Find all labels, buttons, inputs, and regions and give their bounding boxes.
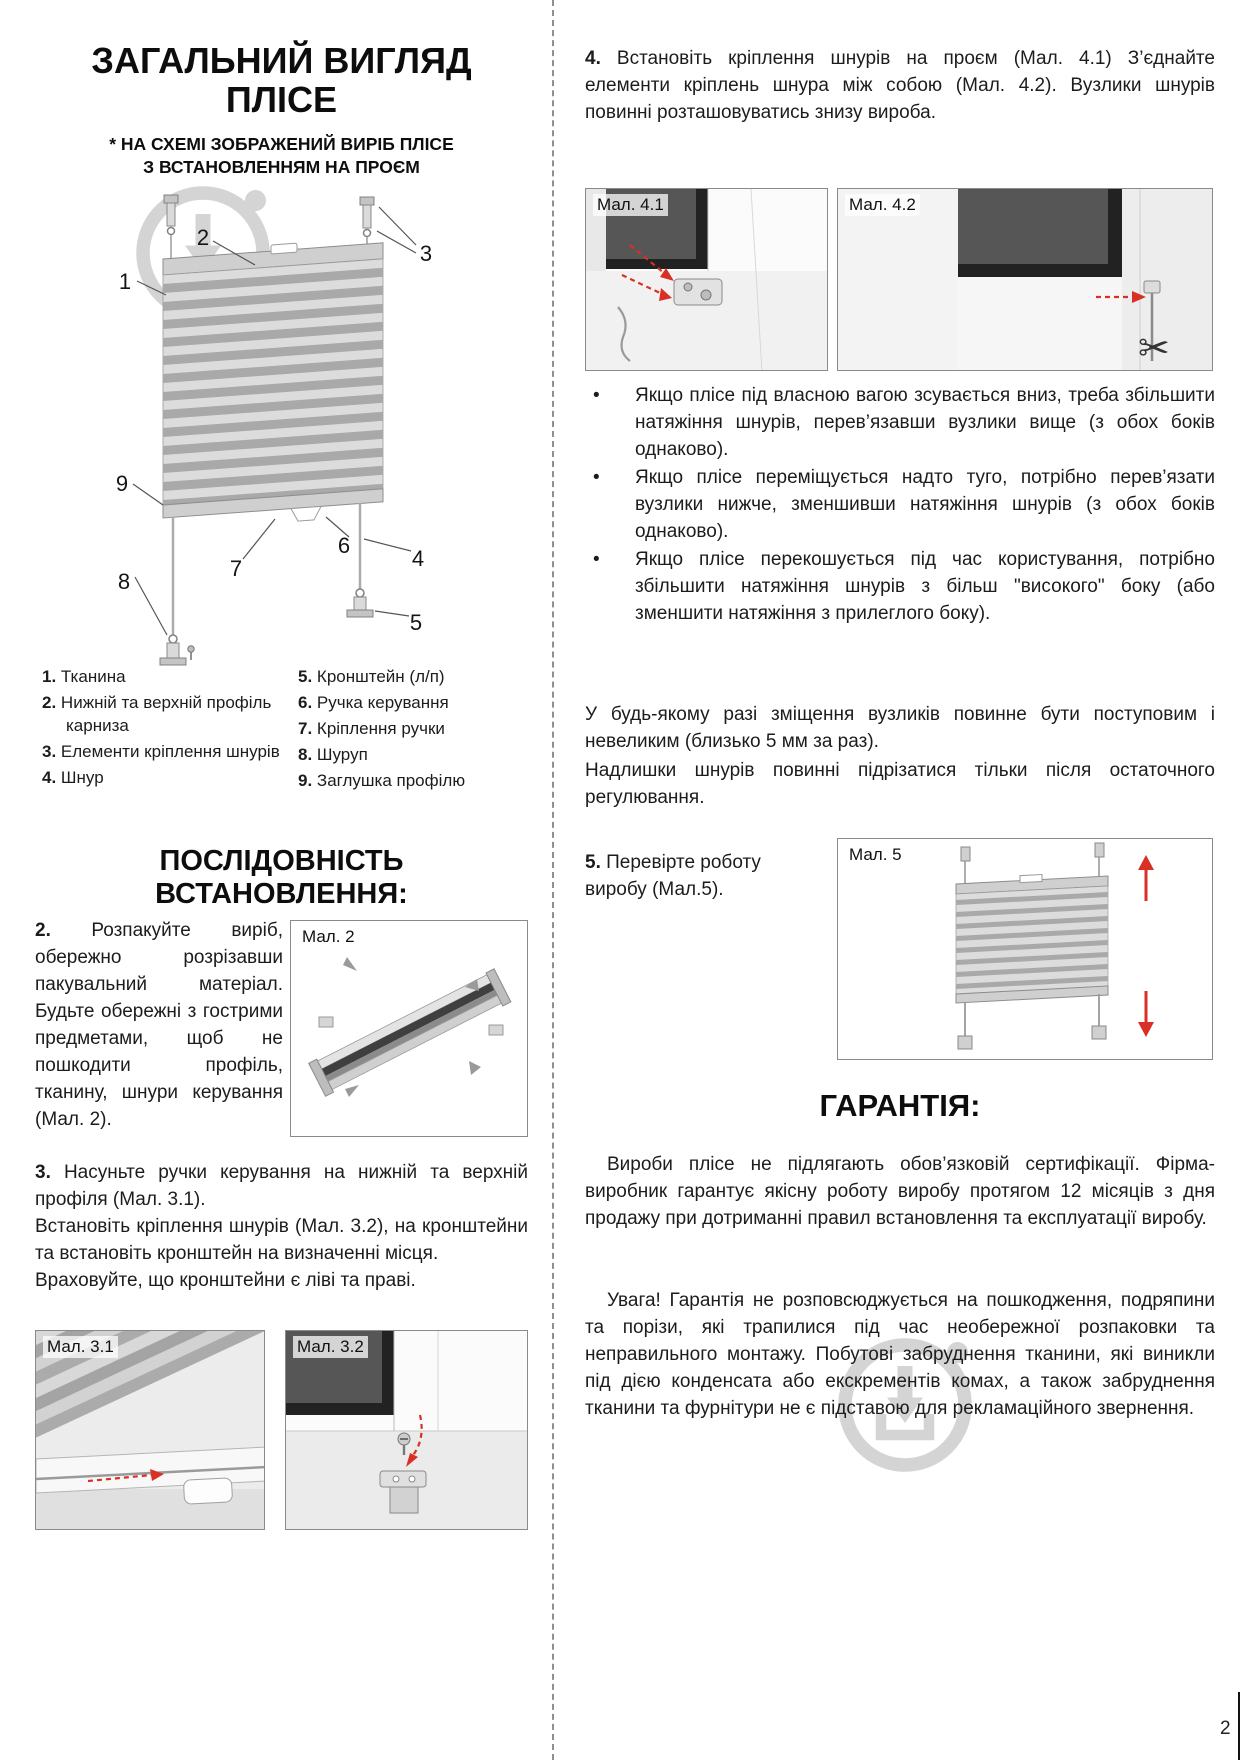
bottom-bracket	[1092, 1026, 1106, 1039]
figure-3-1	[35, 1330, 265, 1530]
control-handle	[183, 1478, 232, 1504]
window-frame-edge	[382, 1331, 394, 1415]
page-subtitle	[35, 133, 528, 179]
warranty-paragraph-2: Увага! Гарантія не розповсюджується на пошкодження, подряпини та порізи, які трапилися під час необережної розпаковки та неправильного монтажу. Побутові забруднення тканини, які виникли під дією конденсата або екскрементів комах, а також забруднення тканини та фурнітури не є підставою для рекламаційного звернення.	[585, 1290, 1215, 1419]
bullet-dot: •	[593, 548, 600, 570]
legend-item: 4. Шнур	[42, 767, 104, 787]
page-title	[35, 42, 528, 120]
warranty-paragraph-1: Вироби плісе не підлягають обов’язковій сертифікації. Фірма-виробник гарантує якісну роботу виробу протягом 12 місяців з дня продажу при дотриманні правил встановлення та експлуатації виробу.	[585, 1154, 1215, 1229]
bullet-dot: •	[593, 385, 600, 406]
figure-5-label: Мал. 5	[845, 844, 906, 866]
figure-3-2-label: Мал. 3.2	[293, 1336, 368, 1358]
mini-blind	[956, 871, 1108, 1003]
figure-2	[290, 920, 528, 1137]
page-subtitle-line1: * НА СХЕМІ ЗОБРАЖЕНИЙ ВИРІБ ПЛІСЕ	[109, 134, 454, 154]
bullet-text: Якщо плісе під власною вагою зсувається вниз, треба збільшити натяжіння шнурів, перев’язавши вузлики вище (з обох боків однаково).	[635, 385, 1215, 460]
legend-item: 6. Ручка керування	[298, 692, 449, 712]
step-3-paragraph	[35, 1160, 528, 1295]
step-2-text: Розпакуйте виріб, обережно розрізавши пакувальний матеріал. Будьте обережні з гострими предметами, щоб не пошкодити профіль, тканину, шнури керування (Мал. 2).	[35, 920, 283, 1130]
step-4-paragraph	[585, 46, 1215, 127]
top-bracket	[1095, 843, 1104, 857]
adjustment-tips-list	[585, 383, 1215, 629]
legend-item: 8. Шуруп	[298, 744, 368, 764]
blind-body	[163, 237, 383, 531]
top-right-bracket	[360, 197, 374, 249]
legend-item: 9. Заглушка профілю	[298, 770, 466, 790]
legend-column-1	[42, 666, 298, 796]
callout-9: 9	[115, 471, 129, 496]
figure-3-1-drawing	[36, 1331, 265, 1530]
cord-fastener	[674, 279, 722, 305]
callout-5: 5	[409, 610, 423, 635]
bullet-item	[585, 547, 1215, 628]
figure-2-label: Мал. 2	[298, 926, 359, 948]
page-subtitle-line2: З ВСТАНОВЛЕННЯМ НА ПРОЄМ	[143, 156, 420, 177]
callout-6: 6	[337, 533, 351, 558]
figure-4-1-label: Мал. 4.1	[593, 194, 668, 216]
step-3-number: 3.	[35, 1162, 51, 1183]
figure-4-1	[585, 188, 828, 371]
bullet-text: Якщо плісе переміщується надто туго, потрібно перев’язати вузлики нижче, зменшивши натяжіння шнурів (з обох боків однаково).	[635, 466, 1215, 542]
page-edge-line	[1238, 1692, 1240, 1760]
callout-8: 8	[117, 569, 131, 594]
bottom-right-bracket	[347, 589, 373, 617]
figure-3-1-label: Мал. 3.1	[43, 1336, 118, 1358]
legend-item: 7. Кріплення ручки	[298, 718, 445, 738]
step-4-text: Встановіть кріплення шнурів на проєм (Мал. 4.1) З’єднайте елементи кріплень шнура між собою (Мал. 4.2). Вузлики шнурів повинні розташовуватись знизу вироба.	[585, 48, 1215, 123]
figure-5-drawing	[838, 839, 1213, 1060]
end-cap	[489, 1025, 503, 1035]
legend-item: 5. Кронштейн (л/п)	[298, 667, 445, 686]
sequence-header: ПОСЛІДОВНІСТЬ ВСТАНОВЛЕННЯ:	[155, 845, 408, 910]
top-bracket	[961, 847, 970, 861]
scissors-icon: ✂	[1138, 328, 1170, 370]
folded-blind-bundle	[309, 969, 511, 1096]
legend-item: 3. Елементи кріплення шнурів	[42, 741, 280, 761]
step-5-number: 5.	[585, 852, 601, 873]
bottom-handle	[291, 506, 321, 521]
window-sill	[958, 277, 1122, 371]
window-frame-edge	[696, 189, 708, 269]
bottom-left-bracket	[160, 635, 194, 665]
figure-4-2	[837, 188, 1213, 371]
step-2-number: 2.	[35, 920, 51, 941]
page-number: 2	[1220, 1718, 1231, 1739]
step-2-paragraph	[35, 918, 283, 1134]
bottom-bracket	[958, 1036, 972, 1049]
callout-3: 3	[419, 241, 433, 266]
end-cap	[319, 1017, 333, 1027]
figure-5	[837, 838, 1213, 1060]
adjustment-note-1: У будь-якому разі зміщення вузликів повинне бути поступовим і невеликим (близько 5 мм за раз).	[585, 704, 1215, 752]
figure-2-drawing	[291, 921, 528, 1137]
callout-7: 7	[229, 556, 243, 581]
figure-4-1-drawing	[586, 189, 828, 371]
column-divider	[552, 0, 554, 1760]
top-handle	[271, 243, 297, 254]
bullet-item	[585, 465, 1215, 546]
legend	[42, 666, 528, 796]
warranty-header: ГАРАНТІЯ:	[819, 1088, 981, 1123]
step-3-line1: 3. Насуньте ручки керування на нижній та верхній профіля (Мал. 3.1).	[35, 1162, 528, 1210]
legend-item: 2. Нижній та верхній профіль карниза	[42, 692, 272, 735]
window-frame-edge	[1108, 189, 1122, 277]
bullet-text: Якщо плісе перекошується під час користування, потрібно збільшити натяжіння шнурів з більш "високого" боку (або зменшити натяжіння з прилеглого боку).	[635, 548, 1215, 624]
step-4-number: 4.	[585, 48, 601, 69]
step-3-line3: Враховуйте, що кронштейни є ліві та праві.	[35, 1269, 416, 1291]
cord-fastener	[1144, 281, 1160, 293]
top-left-bracket	[164, 195, 178, 263]
legend-column-2	[298, 666, 528, 796]
page-title-line2: ПЛІСЕ	[225, 78, 338, 120]
step-5-paragraph	[585, 850, 825, 904]
figure-4-2-label: Мал. 4.2	[845, 194, 920, 216]
callout-2: 2	[196, 225, 210, 250]
callout-1: 1	[118, 269, 132, 294]
step-5-text: Перевірте роботу виробу (Мал.5).	[585, 852, 761, 900]
bullet-dot: •	[593, 466, 600, 488]
screw-icon	[188, 646, 194, 660]
blind-overview-diagram	[33, 183, 533, 673]
figure-3-2-drawing	[286, 1331, 528, 1530]
window-glass	[958, 189, 1108, 264]
bullet-item	[585, 383, 1215, 464]
figure-3-2	[285, 1330, 528, 1530]
step-3-line2: Встановіть кріплення шнурів (Мал. 3.2), на кронштейни та встановіть кронштейн на визначенні місця.	[35, 1215, 528, 1264]
adjustment-note-2: Надлишки шнурів повинні підрізатися тільки після остаточного регулювання.	[585, 760, 1215, 808]
wall	[838, 189, 958, 371]
callout-4: 4	[411, 546, 425, 571]
page-title-line1: ЗАГАЛЬНИЙ ВИГЛЯД	[91, 40, 472, 81]
legend-item: 1. Тканина	[42, 667, 126, 686]
figure-4-2-drawing	[838, 189, 1213, 371]
